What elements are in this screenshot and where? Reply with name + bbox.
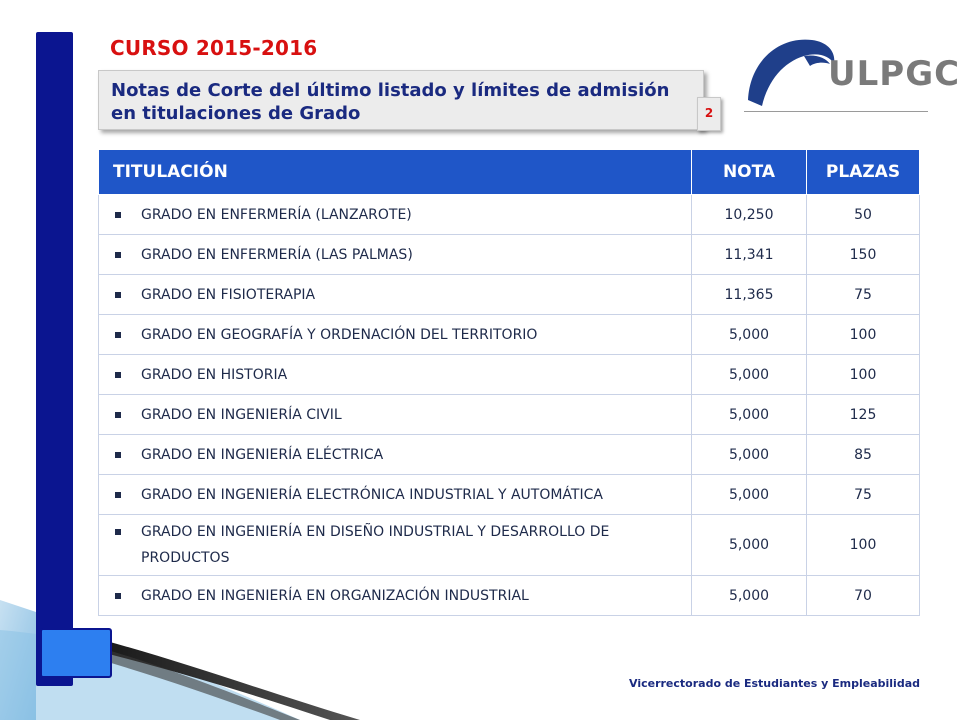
plazas-cell: 75 (807, 275, 920, 315)
nota-cell: 5,000 (692, 315, 807, 355)
titulacion-cell: GRADO EN ENFERMERÍA (LANZAROTE) (141, 206, 412, 223)
titulacion-cell: GRADO EN ENFERMERÍA (LAS PALMAS) (141, 246, 413, 263)
nota-cell: 5,000 (692, 515, 807, 576)
bullet-icon (115, 412, 121, 418)
table-row (99, 395, 920, 435)
table-row (99, 515, 920, 576)
subtitle-text: Notas de Corte del último listado y límites de admisión en titulaciones de Grado (111, 80, 670, 124)
nota-cell: 5,000 (692, 435, 807, 475)
plazas-cell: 125 (807, 395, 920, 435)
nota-cell: 5,000 (692, 475, 807, 515)
table-header-row (99, 150, 920, 195)
plazas-cell: 70 (807, 576, 920, 616)
titulacion-cell: GRADO EN INGENIERÍA ELÉCTRICA (141, 446, 384, 463)
bullet-icon (115, 332, 121, 338)
nota-cell: 5,000 (692, 355, 807, 395)
plazas-cell: 100 (807, 515, 920, 576)
left-accent-square (40, 628, 112, 678)
titulacion-cell: GRADO EN INGENIERÍA CIVIL (141, 406, 342, 423)
page-number-badge: 2 (697, 97, 721, 131)
table-row (99, 315, 920, 355)
subtitle-box (98, 70, 704, 130)
logo-divider (744, 111, 928, 112)
bullet-icon (115, 492, 121, 498)
table-row (99, 576, 920, 616)
plazas-cell: 150 (807, 235, 920, 275)
table-row (99, 355, 920, 395)
course-title: CURSO 2015-2016 (110, 36, 318, 60)
table-row (99, 235, 920, 275)
ulpgc-logo-text: ULPGC (828, 54, 960, 94)
bullet-icon (115, 452, 121, 458)
bullet-icon (115, 252, 121, 258)
nota-cell: 11,365 (692, 275, 807, 315)
nota-cell: 5,000 (692, 395, 807, 435)
table-row (99, 195, 920, 235)
titulacion-cell: GRADO EN HISTORIA (141, 366, 288, 383)
header-plazas: PLAZAS (807, 150, 920, 195)
titulacion-cell: GRADO EN INGENIERÍA EN ORGANIZACIÓN INDUSTRIAL (141, 587, 529, 604)
bullet-icon (115, 529, 121, 535)
bullet-icon (115, 212, 121, 218)
plazas-cell: 100 (807, 355, 920, 395)
bullet-icon (115, 593, 121, 599)
table-row (99, 475, 920, 515)
table-row (99, 435, 920, 475)
footer-text: Vicerrectorado de Estudiantes y Empleabilidad (629, 677, 920, 690)
nota-cell: 5,000 (692, 576, 807, 616)
admission-table (98, 149, 919, 616)
titulacion-cell: GRADO EN FISIOTERAPIA (141, 286, 316, 303)
plazas-cell: 85 (807, 435, 920, 475)
plazas-cell: 75 (807, 475, 920, 515)
bullet-icon (115, 372, 121, 378)
titulacion-cell: GRADO EN GEOGRAFÍA Y ORDENACIÓN DEL TERRITORIO (141, 326, 538, 343)
bullet-icon (115, 292, 121, 298)
nota-cell: 11,341 (692, 235, 807, 275)
plazas-cell: 100 (807, 315, 920, 355)
header-titulacion: TITULACIÓN (99, 150, 692, 195)
header-nota: NOTA (692, 150, 807, 195)
titulacion-cell: GRADO EN INGENIERÍA ELECTRÓNICA INDUSTRIAL Y AUTOMÁTICA (141, 486, 603, 503)
plazas-cell: 50 (807, 195, 920, 235)
left-accent-bar (36, 32, 73, 686)
nota-cell: 10,250 (692, 195, 807, 235)
table-row (99, 275, 920, 315)
titulacion-cell: GRADO EN INGENIERÍA EN DISEÑO INDUSTRIAL Y DESARROLLO DE PRODUCTOS (141, 524, 610, 566)
